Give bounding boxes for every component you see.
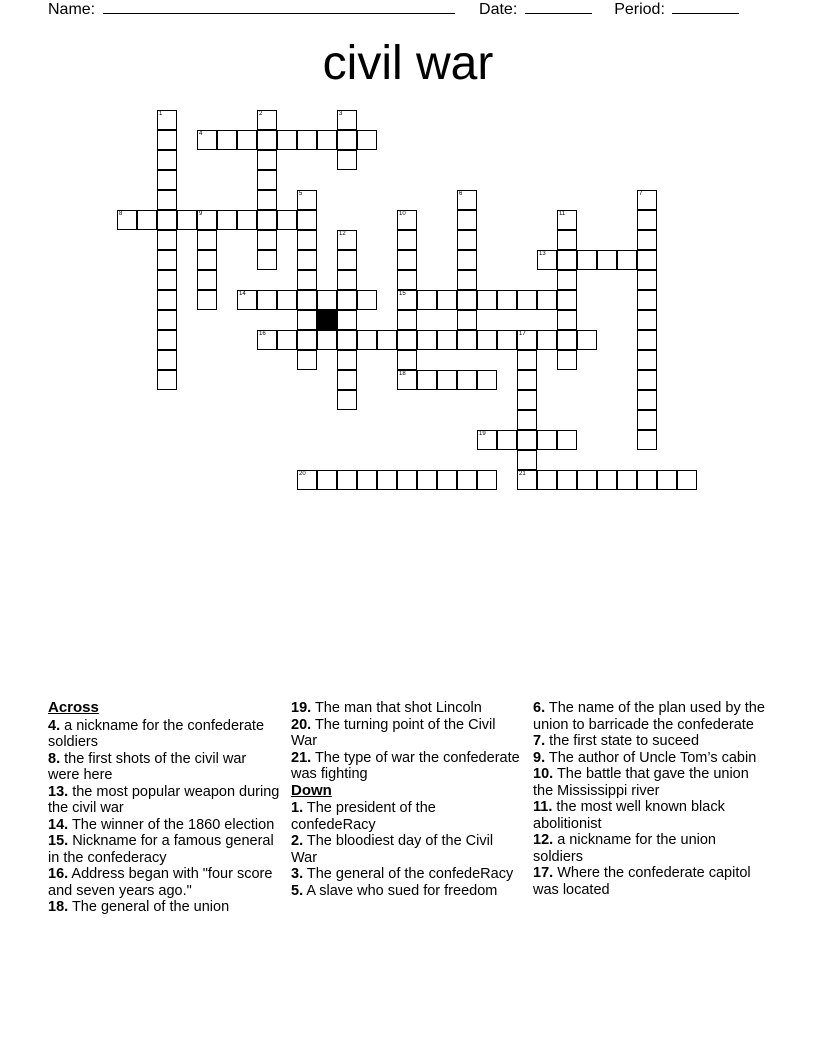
- across-clue: [291, 717, 523, 750]
- crossword-cell[interactable]: [637, 470, 657, 490]
- crossword-cell[interactable]: [177, 210, 197, 230]
- crossword-cell[interactable]: [657, 470, 677, 490]
- clue-number-label: 11: [559, 211, 566, 217]
- clue-number-label: 7: [639, 191, 643, 197]
- clue-number-label: 4: [199, 131, 203, 137]
- crossword-cell[interactable]: [457, 230, 477, 250]
- clue-text: Address began with "four score and seven years ago.": [48, 866, 273, 899]
- crossword-cell[interactable]: [357, 130, 377, 150]
- crossword-cell[interactable]: [557, 430, 577, 450]
- shaded-square: [317, 310, 337, 330]
- crossword-cell[interactable]: [157, 150, 177, 170]
- clue-text: the most popular weapon during the civil war: [48, 783, 280, 816]
- crossword-cell[interactable]: [197, 250, 217, 270]
- down-clue: [291, 866, 523, 883]
- crossword-cell[interactable]: [417, 290, 437, 310]
- crossword-cell[interactable]: [357, 330, 377, 350]
- crossword-cell[interactable]: [637, 410, 657, 430]
- crossword-cell[interactable]: [197, 130, 217, 150]
- crossword-cell[interactable]: [257, 150, 277, 170]
- crossword-cell[interactable]: [397, 250, 417, 270]
- clue-text: the first shots of the civil war were here: [48, 750, 247, 783]
- crossword-cell[interactable]: [637, 350, 657, 370]
- crossword-cell[interactable]: [457, 270, 477, 290]
- clue-number-label: 13: [539, 251, 546, 257]
- crossword-cell[interactable]: [257, 110, 277, 130]
- crossword-cell[interactable]: [397, 470, 417, 490]
- crossword-cell[interactable]: [337, 110, 357, 130]
- crossword-cell[interactable]: [477, 290, 497, 310]
- crossword-cell[interactable]: [257, 130, 277, 150]
- crossword-cell[interactable]: [557, 250, 577, 270]
- crossword-cell[interactable]: [157, 230, 177, 250]
- crossword-cell[interactable]: [337, 270, 357, 290]
- crossword-cell[interactable]: [557, 470, 577, 490]
- crossword-cell[interactable]: [477, 330, 497, 350]
- crossword-cell[interactable]: [397, 270, 417, 290]
- crossword-cell[interactable]: [457, 290, 477, 310]
- student-info-header: [48, 0, 739, 19]
- crossword-cell[interactable]: [157, 170, 177, 190]
- clue-number-label: 18: [399, 371, 406, 377]
- clue-text: The general of the union: [68, 899, 230, 915]
- across-heading: Across: [48, 699, 99, 716]
- clue-number-label: 3: [339, 111, 343, 117]
- clue-number: 19.: [291, 700, 312, 716]
- clue-number: 3.: [291, 866, 304, 882]
- crossword-cell[interactable]: [637, 210, 657, 230]
- crossword-cell[interactable]: [457, 330, 477, 350]
- crossword-cell[interactable]: [277, 290, 297, 310]
- clue-number-label: 6: [459, 191, 463, 197]
- crossword-cell[interactable]: [577, 250, 597, 270]
- clue-number: 8.: [48, 750, 61, 767]
- crossword-cell[interactable]: [517, 290, 537, 310]
- crossword-cell[interactable]: [417, 370, 437, 390]
- crossword-cell[interactable]: [577, 470, 597, 490]
- crossword-cell[interactable]: [157, 370, 177, 390]
- crossword-cell[interactable]: [237, 130, 257, 150]
- crossword-cell[interactable]: [397, 290, 417, 310]
- down-clue: [291, 833, 523, 866]
- crossword-cell[interactable]: [157, 130, 177, 150]
- clue-number: 2.: [291, 833, 304, 849]
- crossword-cell[interactable]: [337, 370, 357, 390]
- crossword-cell[interactable]: [237, 210, 257, 230]
- clue-text: a nickname for the union soldiers: [533, 832, 716, 865]
- clue-text: The man that shot Lincoln: [311, 700, 482, 716]
- clue-number-label: 15: [399, 291, 406, 297]
- crossword-cell[interactable]: [537, 470, 557, 490]
- crossword-cell[interactable]: [117, 210, 137, 230]
- crossword-cell[interactable]: [517, 470, 537, 490]
- clue-text: Where the confederate capitol was located: [533, 865, 751, 898]
- crossword-cell[interactable]: [157, 270, 177, 290]
- crossword-cell[interactable]: [497, 330, 517, 350]
- crossword-cell[interactable]: [457, 210, 477, 230]
- crossword-cell[interactable]: [557, 310, 577, 330]
- crossword-cell[interactable]: [557, 350, 577, 370]
- crossword-cell[interactable]: [437, 470, 457, 490]
- crossword-cell[interactable]: [137, 210, 157, 230]
- clue-number-label: 2: [259, 111, 263, 117]
- crossword-cell[interactable]: [517, 410, 537, 430]
- crossword-cell[interactable]: [257, 250, 277, 270]
- crossword-cell[interactable]: [157, 110, 177, 130]
- clue-number: 6.: [533, 700, 546, 716]
- clue-number-label: 17: [519, 331, 526, 337]
- clue-text: Nickname for a famous general in the confederacy: [48, 833, 274, 866]
- crossword-cell[interactable]: [397, 350, 417, 370]
- crossword-cell[interactable]: [297, 190, 317, 210]
- crossword-cell[interactable]: [457, 370, 477, 390]
- crossword-cell[interactable]: [297, 210, 317, 230]
- clue-number-label: 1: [159, 111, 163, 117]
- crossword-cell[interactable]: [437, 370, 457, 390]
- crossword-cell[interactable]: [557, 290, 577, 310]
- crossword-cell[interactable]: [157, 310, 177, 330]
- crossword-cell[interactable]: [257, 330, 277, 350]
- crossword-cell[interactable]: [197, 210, 217, 230]
- crossword-cell[interactable]: [557, 270, 577, 290]
- crossword-cell[interactable]: [477, 370, 497, 390]
- clue-number: 12.: [533, 832, 554, 848]
- crossword-cell[interactable]: [637, 330, 657, 350]
- across-clue: [48, 833, 280, 866]
- crossword-cell[interactable]: [317, 290, 337, 310]
- crossword-cell[interactable]: [497, 430, 517, 450]
- clue-text: The turning point of the Civil War: [291, 716, 496, 749]
- down-clue: [533, 700, 765, 733]
- crossword-cell[interactable]: [557, 330, 577, 350]
- crossword-cell[interactable]: [157, 290, 177, 310]
- across-clue: [291, 750, 523, 783]
- crossword-cell[interactable]: [537, 430, 557, 450]
- down-clue: [533, 832, 765, 865]
- crossword-cell[interactable]: [337, 150, 357, 170]
- crossword-cell[interactable]: [257, 230, 277, 250]
- crossword-cell[interactable]: [337, 290, 357, 310]
- clue-text: The winner of the 1860 election: [68, 816, 275, 833]
- crossword-cell[interactable]: [157, 250, 177, 270]
- clue-text: the most well known black abolitionist: [533, 799, 725, 832]
- down-clue: [291, 883, 523, 900]
- clue-text: The battle that gave the union the Mississippi river: [533, 766, 749, 799]
- crossword-cell[interactable]: [417, 470, 437, 490]
- clue-text: The general of the confedeRacy: [303, 866, 514, 882]
- crossword-cell[interactable]: [497, 290, 517, 310]
- crossword-cell[interactable]: [617, 470, 637, 490]
- crossword-cell[interactable]: [597, 470, 617, 490]
- crossword-cell[interactable]: [637, 230, 657, 250]
- across-clue: [48, 866, 280, 899]
- across-clue: [48, 817, 280, 834]
- crossword-cell[interactable]: [317, 330, 337, 350]
- clue-number: 4.: [48, 717, 61, 734]
- crossword-cell[interactable]: [197, 270, 217, 290]
- clue-text: The type of war the confederate was fighting: [291, 749, 520, 782]
- crossword-cell[interactable]: [597, 250, 617, 270]
- crossword-cell[interactable]: [517, 330, 537, 350]
- clue-number-label: 21: [519, 471, 526, 477]
- crossword-cell[interactable]: [257, 190, 277, 210]
- crossword-cell[interactable]: [257, 210, 277, 230]
- crossword-cell[interactable]: [297, 290, 317, 310]
- crossword-cell[interactable]: [257, 170, 277, 190]
- clue-number-label: 5: [299, 191, 303, 197]
- crossword-cell[interactable]: [637, 270, 657, 290]
- crossword-cell[interactable]: [337, 230, 357, 250]
- clue-column-1: [48, 700, 280, 916]
- crossword-cell[interactable]: [277, 130, 297, 150]
- clue-number: 21.: [291, 749, 312, 766]
- crossword-cell[interactable]: [297, 130, 317, 150]
- crossword-cell[interactable]: [517, 450, 537, 470]
- crossword-cell[interactable]: [297, 230, 317, 250]
- crossword-cell[interactable]: [637, 290, 657, 310]
- clue-number: 13.: [48, 783, 69, 800]
- clue-text: a nickname for the confederate soldiers: [48, 717, 265, 750]
- across-clue: [48, 751, 280, 784]
- crossword-cell[interactable]: [637, 190, 657, 210]
- date-field[interactable]: [525, 0, 592, 14]
- crossword-cell[interactable]: [457, 190, 477, 210]
- clue-column-3: [533, 700, 765, 898]
- crossword-cell[interactable]: [397, 210, 417, 230]
- down-clue: [533, 766, 765, 799]
- crossword-cell[interactable]: [357, 290, 377, 310]
- crossword-cell[interactable]: [317, 130, 337, 150]
- clue-number-label: 19: [479, 431, 486, 437]
- crossword-cell[interactable]: [637, 310, 657, 330]
- crossword-cell[interactable]: [197, 290, 217, 310]
- crossword-cell[interactable]: [437, 330, 457, 350]
- crossword-cell[interactable]: [337, 390, 357, 410]
- crossword-cell[interactable]: [157, 330, 177, 350]
- clue-number-label: 20: [299, 471, 306, 477]
- crossword-cell[interactable]: [557, 210, 577, 230]
- crossword-cell[interactable]: [377, 470, 397, 490]
- down-clue: [533, 750, 765, 767]
- crossword-cell[interactable]: [397, 370, 417, 390]
- crossword-cell[interactable]: [577, 330, 597, 350]
- clue-number: 16.: [48, 866, 69, 882]
- across-clue: [48, 718, 280, 751]
- clue-number: 14.: [48, 816, 69, 833]
- across-clue: [291, 700, 523, 717]
- crossword-cell[interactable]: [337, 330, 357, 350]
- clue-number: 11.: [533, 799, 553, 815]
- crossword-cell[interactable]: [357, 470, 377, 490]
- name-field[interactable]: [103, 0, 455, 14]
- crossword-cell[interactable]: [637, 370, 657, 390]
- crossword-cell[interactable]: [197, 230, 217, 250]
- crossword-cell[interactable]: [277, 330, 297, 350]
- crossword-cell[interactable]: [297, 350, 317, 370]
- crossword-cell[interactable]: [337, 130, 357, 150]
- clue-number: 7.: [533, 733, 546, 749]
- crossword-cell[interactable]: [337, 250, 357, 270]
- crossword-cell[interactable]: [297, 250, 317, 270]
- crossword-cell[interactable]: [637, 390, 657, 410]
- crossword-cell[interactable]: [537, 330, 557, 350]
- crossword-cell[interactable]: [537, 250, 557, 270]
- clue-number-label: 9: [199, 211, 203, 217]
- crossword-cell[interactable]: [337, 350, 357, 370]
- crossword-cell[interactable]: [297, 330, 317, 350]
- crossword-cell[interactable]: [517, 430, 537, 450]
- crossword-cell[interactable]: [677, 470, 697, 490]
- clue-number: 9.: [533, 749, 546, 766]
- crossword-cell[interactable]: [437, 290, 457, 310]
- crossword-cell[interactable]: [337, 470, 357, 490]
- clue-number-label: 8: [119, 211, 123, 217]
- crossword-cell[interactable]: [297, 470, 317, 490]
- clue-text: the first state to suceed: [545, 733, 700, 749]
- crossword-cell[interactable]: [477, 470, 497, 490]
- crossword-cell[interactable]: [337, 310, 357, 330]
- crossword-cell[interactable]: [537, 290, 557, 310]
- clue-text: The author of Uncle Tom’s cabin: [545, 749, 757, 766]
- crossword-cell[interactable]: [297, 310, 317, 330]
- clue-text: The name of the plan used by the union to barricade the confederate: [533, 700, 765, 733]
- clue-number-label: 14: [239, 291, 246, 297]
- crossword-cell[interactable]: [457, 250, 477, 270]
- clue-number-label: 10: [399, 211, 406, 217]
- crossword-cell[interactable]: [557, 230, 577, 250]
- date-label: Date:: [479, 1, 518, 18]
- name-label: Name:: [48, 1, 96, 18]
- crossword-cell[interactable]: [617, 250, 637, 270]
- crossword-cell[interactable]: [157, 190, 177, 210]
- down-clue: [291, 800, 523, 833]
- crossword-cell[interactable]: [157, 350, 177, 370]
- clue-number-label: 16: [259, 331, 266, 337]
- clue-column-2: [291, 700, 523, 899]
- clue-text: The bloodiest day of the Civil War: [291, 833, 494, 866]
- clue-number: 15.: [48, 833, 69, 849]
- crossword-cell[interactable]: [457, 470, 477, 490]
- period-field[interactable]: [672, 0, 739, 14]
- crossword-cell[interactable]: [397, 230, 417, 250]
- crossword-cell[interactable]: [457, 310, 477, 330]
- clue-number: 20.: [291, 716, 312, 733]
- crossword-cell[interactable]: [277, 210, 297, 230]
- crossword-cell[interactable]: [257, 290, 277, 310]
- down-clue: [533, 733, 765, 750]
- clue-text: The president of the confedeRacy: [291, 800, 436, 833]
- crossword-cell[interactable]: [217, 130, 237, 150]
- down-heading: Down: [291, 781, 332, 799]
- crossword-cell[interactable]: [477, 430, 497, 450]
- crossword-cell[interactable]: [217, 210, 237, 230]
- clue-number: 10.: [533, 766, 554, 782]
- crossword-cell[interactable]: [377, 330, 397, 350]
- down-clue: [533, 865, 765, 898]
- crossword-cell[interactable]: [397, 330, 417, 350]
- across-clue: [48, 899, 280, 916]
- clue-text: A slave who sued for freedom: [303, 882, 498, 899]
- crossword-cell[interactable]: [297, 270, 317, 290]
- crossword-cell[interactable]: [517, 350, 537, 370]
- clue-number-label: 12: [339, 231, 346, 237]
- crossword-cell[interactable]: [517, 390, 537, 410]
- clue-number: 5.: [291, 882, 304, 899]
- across-clue: [48, 784, 280, 817]
- down-clue: [533, 799, 765, 832]
- crossword-cell[interactable]: [157, 210, 177, 230]
- clue-number: 17.: [533, 865, 554, 881]
- crossword-cell[interactable]: [637, 430, 657, 450]
- crossword-cell[interactable]: [237, 290, 257, 310]
- crossword-cell[interactable]: [517, 370, 537, 390]
- crossword-cell[interactable]: [317, 470, 337, 490]
- page-title: civil war: [322, 37, 494, 90]
- crossword-cell[interactable]: [637, 250, 657, 270]
- period-label: Period:: [614, 1, 665, 18]
- crossword-cell[interactable]: [397, 310, 417, 330]
- crossword-cell[interactable]: [417, 330, 437, 350]
- clue-number: 1.: [291, 800, 304, 816]
- clue-number: 18.: [48, 899, 69, 915]
